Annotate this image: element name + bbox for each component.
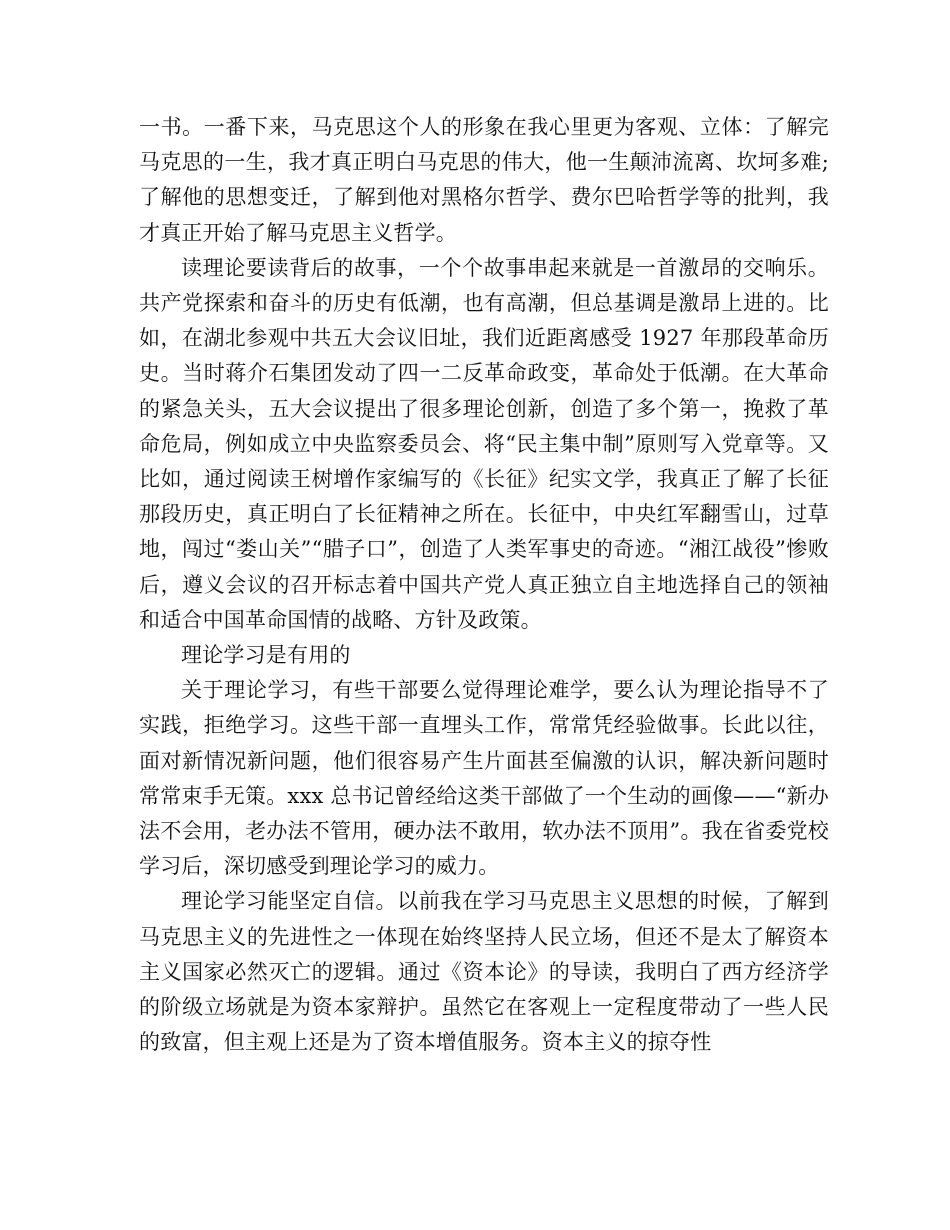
document-body — [139, 110, 829, 1060]
paragraph: 一书。一番下来，马克思这个人的形象在我心里更为客观、立体：了解完马克思的一生，我才真正明白马克思的伟大，他一生颠沛流离、坎坷多难;了解他的思想变迁，了解到他对黑格尔哲学、费尔巴哈哲学等的批判，我才真正开始了解马克思主义哲学。 — [139, 115, 829, 245]
section-heading: 理论学习是有用的 — [181, 643, 351, 668]
paragraph: 关于理论学习，有些干部要么觉得理论难学，要么认为理论指导不了实践，拒绝学习。这些干部一直埋头工作，常常凭经验做事。长此以往，面对新情况新问题，他们很容易产生片面甚至偏激的认识，解决新问题时常常束手无策。xxx 总书记曾经给这类干部做了一个生动的画像——“新办法不会用，老办法不管用，硬办法不敢用，软办法不顶用”。我在省委党校学习后，深切感受到理论学习的威力。 — [139, 678, 829, 879]
paragraph: 读理论要读背后的故事，一个个故事串起来就是一首激昂的交响乐。共产党探索和奋斗的历史有低潮，也有高潮，但总基调是激昂上进的。比如，在湖北参观中共五大会议旧址，我们近距离感受 1927 年那段革命历史。当时蒋介石集团发动了四一二反革命政变，革命处于低潮。在大革命的紧急关头，五大会议提出了很多理论创新，创造了多个第一，挽救了革命危局，例如成立中央监察委员会、将“民主集中制”原则写入党章等。又比如，通过阅读王树增作家编写的《长征》纪实文学，我真正了解了长征那段历史，真正明白了长征精神之所在。长征中，中央红军翻雪山，过草地，闯过“娄山关”“腊子口”，创造了人类军事史的奇迹。“湘江战役”惨败后，遵义会议的召开标志着中国共产党人真正独立自主地选择自己的领袖和适合中国革命国情的战略、方针及政策。 — [139, 255, 829, 632]
paragraph: 理论学习能坚定自信。以前我在学习马克思主义思想的时候，了解到马克思主义的先进性之一体现在始终坚持人民立场，但还不是太了解资本主义国家必然灭亡的逻辑。通过《资本论》的导读，我明白了西方经济学的阶级立场就是为资本家辩护。虽然它在客观上一定程度带动了一些人民的致富，但主观上还是为了资本增值服务。资本主义的掠夺性 — [139, 889, 829, 1055]
